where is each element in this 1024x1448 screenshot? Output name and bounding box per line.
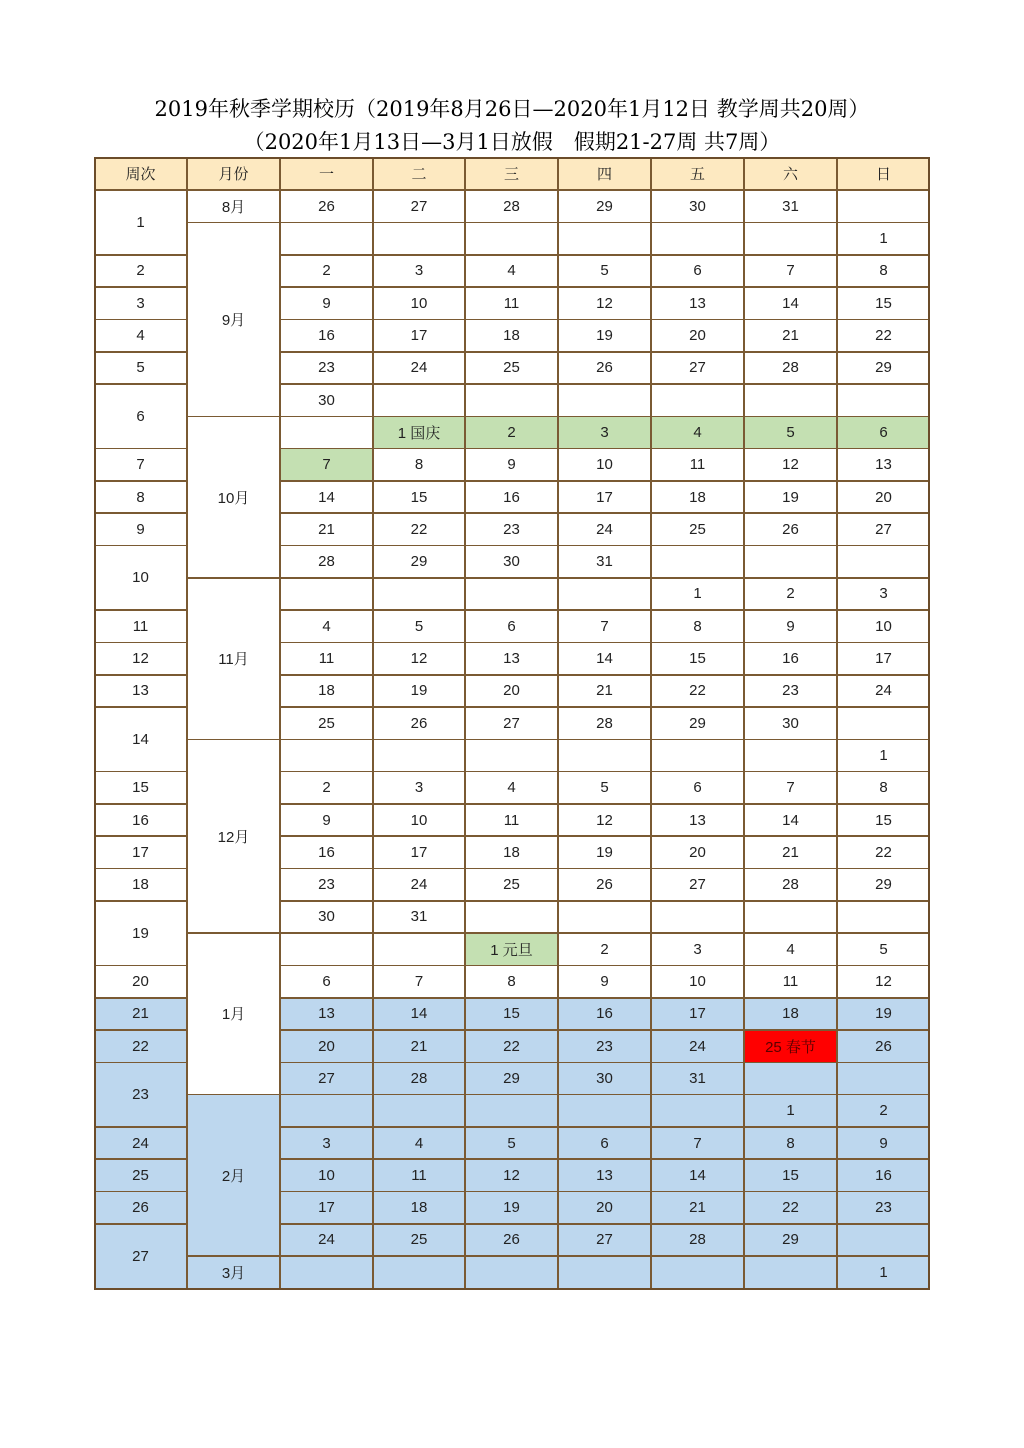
day-cell: 29 xyxy=(465,1062,558,1095)
day-cell: 12 xyxy=(373,642,465,675)
day-cell: 4 xyxy=(373,1127,465,1160)
week-number-cell: 8 xyxy=(94,481,187,514)
day-cell: 28 xyxy=(744,868,837,901)
day-cell: 12 xyxy=(558,287,651,320)
day-cell: 21 xyxy=(651,1191,744,1224)
day-cell xyxy=(373,739,465,772)
day-cell: 24 xyxy=(373,868,465,901)
day-cell: 29 xyxy=(651,707,744,740)
day-cell xyxy=(465,384,558,417)
day-cell: 17 xyxy=(373,836,465,869)
day-cell: 14 xyxy=(744,804,837,837)
day-cell: 11 xyxy=(280,642,373,675)
week-number-cell: 10 xyxy=(94,545,187,610)
month-cell: 10月 xyxy=(187,416,280,578)
day-cell: 13 xyxy=(651,804,744,837)
day-cell: 26 xyxy=(280,190,373,223)
day-cell xyxy=(465,222,558,255)
day-cell: 8 xyxy=(373,448,465,481)
day-cell xyxy=(280,1094,373,1127)
day-cell xyxy=(465,739,558,772)
header-cell: 日 xyxy=(837,157,930,190)
day-cell: 5 xyxy=(744,416,837,449)
header-cell: 一 xyxy=(280,157,373,190)
header-cell: 二 xyxy=(373,157,465,190)
day-cell: 12 xyxy=(465,1159,558,1192)
day-cell: 1 xyxy=(651,578,744,611)
day-cell: 20 xyxy=(651,319,744,352)
day-cell xyxy=(373,1094,465,1127)
week-number-cell: 1 xyxy=(94,190,187,255)
day-cell: 18 xyxy=(373,1191,465,1224)
day-cell: 16 xyxy=(837,1159,930,1192)
day-cell: 27 xyxy=(373,190,465,223)
day-cell: 5 xyxy=(465,1127,558,1160)
day-cell: 31 xyxy=(558,545,651,578)
day-cell: 5 xyxy=(558,771,651,804)
day-cell: 17 xyxy=(558,481,651,514)
day-cell xyxy=(558,901,651,934)
day-cell: 8 xyxy=(837,771,930,804)
day-cell: 1 xyxy=(837,222,930,255)
day-cell: 20 xyxy=(651,836,744,869)
day-cell: 26 xyxy=(558,352,651,385)
day-cell: 21 xyxy=(373,1030,465,1063)
day-cell: 3 xyxy=(558,416,651,449)
day-cell: 9 xyxy=(837,1127,930,1160)
week-number-cell: 19 xyxy=(94,901,187,966)
header-cell: 三 xyxy=(465,157,558,190)
day-cell: 7 xyxy=(651,1127,744,1160)
day-cell: 5 xyxy=(558,255,651,288)
week-number-cell: 9 xyxy=(94,513,187,546)
day-cell: 17 xyxy=(837,642,930,675)
day-cell xyxy=(280,933,373,966)
day-cell: 30 xyxy=(558,1062,651,1095)
day-cell: 10 xyxy=(558,448,651,481)
day-cell: 26 xyxy=(744,513,837,546)
day-cell: 4 xyxy=(465,255,558,288)
day-cell xyxy=(837,1062,930,1095)
day-cell: 15 xyxy=(651,642,744,675)
week-number-cell: 6 xyxy=(94,384,187,449)
day-cell: 23 xyxy=(280,352,373,385)
day-cell: 29 xyxy=(373,545,465,578)
day-cell: 9 xyxy=(280,804,373,837)
day-cell: 29 xyxy=(744,1224,837,1257)
day-cell: 2 xyxy=(558,933,651,966)
day-cell: 17 xyxy=(373,319,465,352)
day-cell: 1 xyxy=(837,1256,930,1289)
day-cell: 10 xyxy=(280,1159,373,1192)
day-cell: 11 xyxy=(465,287,558,320)
day-cell: 9 xyxy=(280,287,373,320)
day-cell: 6 xyxy=(651,255,744,288)
month-cell: 11月 xyxy=(187,578,280,740)
day-cell: 20 xyxy=(465,675,558,708)
day-cell xyxy=(837,707,930,740)
day-cell: 27 xyxy=(651,352,744,385)
day-cell: 28 xyxy=(744,352,837,385)
week-number-cell: 3 xyxy=(94,287,187,320)
day-cell: 11 xyxy=(373,1159,465,1192)
day-cell: 15 xyxy=(373,481,465,514)
day-cell: 15 xyxy=(465,998,558,1031)
day-cell: 10 xyxy=(373,804,465,837)
day-cell: 28 xyxy=(373,1062,465,1095)
week-number-cell: 26 xyxy=(94,1191,187,1224)
day-cell: 16 xyxy=(744,642,837,675)
day-cell: 1 xyxy=(837,739,930,772)
day-cell xyxy=(837,190,930,223)
day-cell: 21 xyxy=(744,319,837,352)
day-cell: 26 xyxy=(837,1030,930,1063)
day-cell: 2 xyxy=(280,255,373,288)
day-cell: 13 xyxy=(280,998,373,1031)
day-cell: 19 xyxy=(558,836,651,869)
day-cell: 29 xyxy=(558,190,651,223)
day-cell: 20 xyxy=(558,1191,651,1224)
day-cell: 1 国庆 xyxy=(373,416,465,449)
day-cell: 28 xyxy=(651,1224,744,1257)
day-cell: 2 xyxy=(280,771,373,804)
day-cell: 24 xyxy=(558,513,651,546)
week-number-cell: 16 xyxy=(94,804,187,837)
month-cell: 2月 xyxy=(187,1094,280,1256)
day-cell: 14 xyxy=(373,998,465,1031)
day-cell: 14 xyxy=(744,287,837,320)
day-cell: 24 xyxy=(651,1030,744,1063)
header-cell: 六 xyxy=(744,157,837,190)
day-cell: 13 xyxy=(837,448,930,481)
day-cell: 15 xyxy=(744,1159,837,1192)
day-cell xyxy=(744,545,837,578)
day-cell: 1 xyxy=(744,1094,837,1127)
day-cell: 14 xyxy=(651,1159,744,1192)
day-cell: 3 xyxy=(373,255,465,288)
day-cell xyxy=(280,578,373,611)
day-cell xyxy=(280,222,373,255)
week-number-cell: 12 xyxy=(94,642,187,675)
day-cell: 9 xyxy=(558,965,651,998)
day-cell: 4 xyxy=(744,933,837,966)
day-cell: 18 xyxy=(465,836,558,869)
day-cell: 6 xyxy=(280,965,373,998)
day-cell xyxy=(837,384,930,417)
week-number-cell: 23 xyxy=(94,1062,187,1127)
day-cell: 7 xyxy=(744,771,837,804)
month-cell: 3月 xyxy=(187,1256,280,1289)
day-cell xyxy=(465,1094,558,1127)
day-cell: 30 xyxy=(465,545,558,578)
day-cell xyxy=(651,384,744,417)
day-cell xyxy=(744,222,837,255)
day-cell: 20 xyxy=(280,1030,373,1063)
day-cell: 17 xyxy=(651,998,744,1031)
day-cell: 3 xyxy=(837,578,930,611)
day-cell: 22 xyxy=(651,675,744,708)
day-cell: 16 xyxy=(465,481,558,514)
day-cell: 1 元旦 xyxy=(465,933,558,966)
day-cell xyxy=(373,1256,465,1289)
day-cell: 12 xyxy=(837,965,930,998)
day-cell: 27 xyxy=(837,513,930,546)
month-cell: 9月 xyxy=(187,222,280,416)
day-cell xyxy=(373,222,465,255)
week-number-cell: 27 xyxy=(94,1224,187,1289)
week-number-cell: 4 xyxy=(94,319,187,352)
week-number-cell: 7 xyxy=(94,448,187,481)
day-cell: 24 xyxy=(373,352,465,385)
day-cell xyxy=(280,1256,373,1289)
day-cell: 21 xyxy=(744,836,837,869)
week-number-cell: 20 xyxy=(94,965,187,998)
header-cell: 月份 xyxy=(187,157,280,190)
day-cell: 13 xyxy=(558,1159,651,1192)
day-cell xyxy=(837,1224,930,1257)
day-cell: 26 xyxy=(373,707,465,740)
day-cell xyxy=(651,1094,744,1127)
day-cell: 4 xyxy=(651,416,744,449)
day-cell: 17 xyxy=(280,1191,373,1224)
day-cell: 6 xyxy=(465,610,558,643)
day-cell xyxy=(558,1094,651,1127)
day-cell: 18 xyxy=(744,998,837,1031)
day-cell: 12 xyxy=(744,448,837,481)
day-cell: 27 xyxy=(465,707,558,740)
week-number-cell: 15 xyxy=(94,771,187,804)
day-cell xyxy=(465,1256,558,1289)
day-cell: 10 xyxy=(373,287,465,320)
day-cell: 9 xyxy=(465,448,558,481)
day-cell: 21 xyxy=(280,513,373,546)
day-cell: 25 春节 xyxy=(744,1030,837,1063)
day-cell: 5 xyxy=(837,933,930,966)
week-number-cell: 14 xyxy=(94,707,187,772)
day-cell: 10 xyxy=(651,965,744,998)
day-cell xyxy=(558,1256,651,1289)
day-cell: 8 xyxy=(465,965,558,998)
day-cell: 6 xyxy=(837,416,930,449)
day-cell xyxy=(280,739,373,772)
header-cell: 四 xyxy=(558,157,651,190)
day-cell: 9 xyxy=(744,610,837,643)
day-cell: 11 xyxy=(465,804,558,837)
day-cell: 27 xyxy=(651,868,744,901)
day-cell: 8 xyxy=(837,255,930,288)
day-cell xyxy=(558,222,651,255)
day-cell: 29 xyxy=(837,352,930,385)
day-cell: 19 xyxy=(837,998,930,1031)
day-cell xyxy=(744,739,837,772)
day-cell xyxy=(465,901,558,934)
day-cell: 19 xyxy=(558,319,651,352)
day-cell: 22 xyxy=(373,513,465,546)
day-cell: 31 xyxy=(651,1062,744,1095)
day-cell: 23 xyxy=(280,868,373,901)
day-cell: 24 xyxy=(280,1224,373,1257)
day-cell: 23 xyxy=(837,1191,930,1224)
day-cell: 25 xyxy=(465,868,558,901)
day-cell: 26 xyxy=(465,1224,558,1257)
page-subtitle: （2020年1月13日—3月1日放假 假期21-27周 共7周） xyxy=(243,130,781,154)
day-cell: 23 xyxy=(558,1030,651,1063)
day-cell xyxy=(465,578,558,611)
day-cell: 8 xyxy=(744,1127,837,1160)
day-cell xyxy=(558,578,651,611)
day-cell: 4 xyxy=(465,771,558,804)
month-cell: 8月 xyxy=(187,190,280,223)
day-cell: 14 xyxy=(558,642,651,675)
day-cell: 31 xyxy=(373,901,465,934)
day-cell: 22 xyxy=(837,836,930,869)
day-cell: 30 xyxy=(280,901,373,934)
day-cell: 3 xyxy=(373,771,465,804)
month-cell: 12月 xyxy=(187,739,280,933)
day-cell: 2 xyxy=(744,578,837,611)
header-cell: 五 xyxy=(651,157,744,190)
day-cell: 19 xyxy=(744,481,837,514)
day-cell: 3 xyxy=(280,1127,373,1160)
day-cell: 21 xyxy=(558,675,651,708)
day-cell xyxy=(837,545,930,578)
day-cell: 18 xyxy=(651,481,744,514)
day-cell xyxy=(373,578,465,611)
day-cell: 20 xyxy=(837,481,930,514)
day-cell: 27 xyxy=(280,1062,373,1095)
day-cell xyxy=(280,416,373,449)
day-cell: 22 xyxy=(744,1191,837,1224)
day-cell: 13 xyxy=(651,287,744,320)
day-cell xyxy=(373,933,465,966)
day-cell: 28 xyxy=(558,707,651,740)
page-title: 2019年秋季学期校历（2019年8月26日—2020年1月12日 教学周共20周） xyxy=(154,97,870,121)
day-cell: 7 xyxy=(280,448,373,481)
day-cell: 16 xyxy=(558,998,651,1031)
day-cell: 2 xyxy=(465,416,558,449)
day-cell: 15 xyxy=(837,804,930,837)
day-cell xyxy=(651,739,744,772)
day-cell: 14 xyxy=(280,481,373,514)
day-cell: 24 xyxy=(837,675,930,708)
day-cell: 31 xyxy=(744,190,837,223)
day-cell: 26 xyxy=(558,868,651,901)
day-cell: 25 xyxy=(651,513,744,546)
day-cell: 4 xyxy=(280,610,373,643)
day-cell: 16 xyxy=(280,836,373,869)
day-cell: 3 xyxy=(651,933,744,966)
day-cell: 12 xyxy=(558,804,651,837)
day-cell: 11 xyxy=(744,965,837,998)
week-number-cell: 2 xyxy=(94,255,187,288)
day-cell xyxy=(373,384,465,417)
day-cell: 5 xyxy=(373,610,465,643)
week-number-cell: 21 xyxy=(94,998,187,1031)
week-number-cell: 5 xyxy=(94,352,187,385)
day-cell: 30 xyxy=(651,190,744,223)
day-cell: 30 xyxy=(744,707,837,740)
day-cell: 13 xyxy=(465,642,558,675)
day-cell: 11 xyxy=(651,448,744,481)
week-number-cell: 17 xyxy=(94,836,187,869)
day-cell: 19 xyxy=(373,675,465,708)
day-cell: 22 xyxy=(837,319,930,352)
day-cell xyxy=(744,901,837,934)
school-calendar-table xyxy=(94,157,930,1290)
day-cell: 16 xyxy=(280,319,373,352)
day-cell: 28 xyxy=(280,545,373,578)
day-cell: 30 xyxy=(280,384,373,417)
day-cell xyxy=(558,384,651,417)
month-cell: 1月 xyxy=(187,933,280,1095)
week-number-cell: 13 xyxy=(94,675,187,708)
day-cell: 7 xyxy=(744,255,837,288)
day-cell: 29 xyxy=(837,868,930,901)
day-cell xyxy=(837,901,930,934)
day-cell: 23 xyxy=(465,513,558,546)
day-cell: 2 xyxy=(837,1094,930,1127)
day-cell: 7 xyxy=(373,965,465,998)
day-cell xyxy=(744,1062,837,1095)
day-cell: 18 xyxy=(280,675,373,708)
day-cell: 23 xyxy=(744,675,837,708)
week-number-cell: 25 xyxy=(94,1159,187,1192)
header-cell: 周次 xyxy=(94,157,187,190)
day-cell xyxy=(558,739,651,772)
day-cell xyxy=(651,545,744,578)
day-cell: 6 xyxy=(651,771,744,804)
day-cell: 18 xyxy=(465,319,558,352)
day-cell: 7 xyxy=(558,610,651,643)
day-cell: 27 xyxy=(558,1224,651,1257)
week-number-cell: 18 xyxy=(94,868,187,901)
week-number-cell: 22 xyxy=(94,1030,187,1063)
day-cell: 19 xyxy=(465,1191,558,1224)
day-cell xyxy=(651,222,744,255)
day-cell xyxy=(744,384,837,417)
day-cell xyxy=(651,1256,744,1289)
day-cell: 10 xyxy=(837,610,930,643)
day-cell: 25 xyxy=(465,352,558,385)
week-number-cell: 24 xyxy=(94,1127,187,1160)
day-cell: 22 xyxy=(465,1030,558,1063)
day-cell: 8 xyxy=(651,610,744,643)
day-cell: 28 xyxy=(465,190,558,223)
day-cell: 25 xyxy=(373,1224,465,1257)
day-cell: 6 xyxy=(558,1127,651,1160)
day-cell: 15 xyxy=(837,287,930,320)
week-number-cell: 11 xyxy=(94,610,187,643)
day-cell xyxy=(651,901,744,934)
day-cell: 25 xyxy=(280,707,373,740)
day-cell xyxy=(744,1256,837,1289)
